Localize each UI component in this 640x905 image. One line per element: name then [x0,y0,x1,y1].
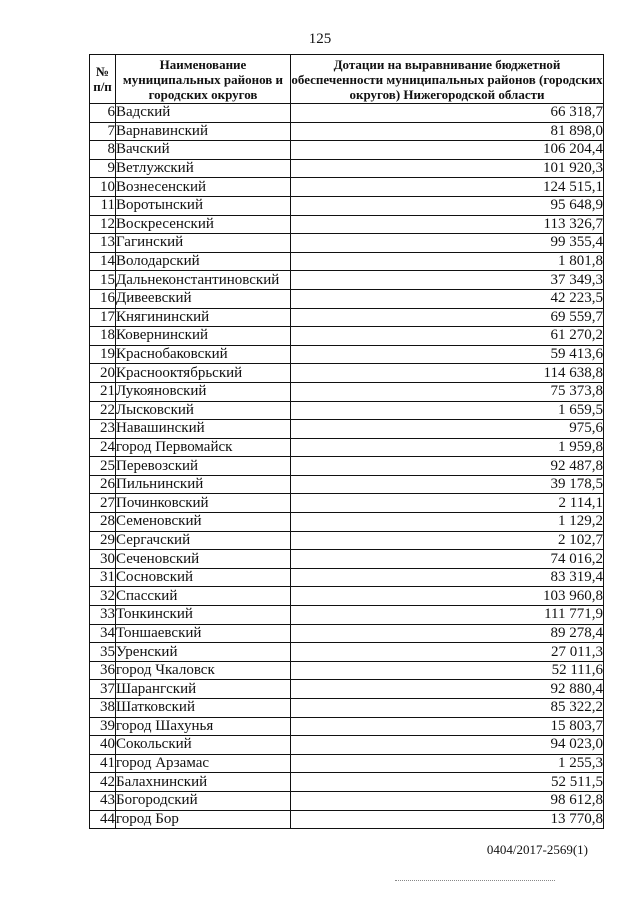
row-name: город Шахунья [116,717,291,736]
row-number: 23 [90,420,116,439]
row-name: Воскресенский [116,215,291,234]
row-number: 34 [90,624,116,643]
row-name: Тоншаевский [116,624,291,643]
row-value: 124 515,1 [291,178,604,197]
table-row [90,178,604,197]
table-row [90,699,604,718]
row-name: Починковский [116,494,291,513]
row-name: Балахнинский [116,773,291,792]
table-row [90,643,604,662]
row-number: 35 [90,643,116,662]
table-row [90,289,604,308]
header-name: Наименование муниципальных районов и городских округов [116,55,291,104]
row-name: Перевозский [116,457,291,476]
row-number: 6 [90,104,116,123]
row-value: 15 803,7 [291,717,604,736]
scan-mark [395,880,555,885]
row-value: 81 898,0 [291,122,604,141]
row-name: Варнавинский [116,122,291,141]
row-name: Краснобаковский [116,345,291,364]
table-row [90,308,604,327]
row-value: 2 102,7 [291,531,604,550]
row-value: 83 319,4 [291,568,604,587]
row-name: Сосновский [116,568,291,587]
table-row [90,754,604,773]
row-value: 37 349,3 [291,271,604,290]
row-value: 101 920,3 [291,159,604,178]
row-value: 1 129,2 [291,513,604,532]
row-number: 42 [90,773,116,792]
table-row [90,141,604,160]
row-number: 31 [90,568,116,587]
row-number: 21 [90,382,116,401]
row-name: Тонкинский [116,606,291,625]
table-row [90,661,604,680]
table-row [90,215,604,234]
row-number: 40 [90,736,116,755]
row-name: Воротынский [116,196,291,215]
row-name: город Первомайск [116,438,291,457]
header-number: № п/п [90,55,116,104]
table-row [90,104,604,123]
table-row [90,773,604,792]
row-value: 89 278,4 [291,624,604,643]
table-row [90,810,604,829]
row-name: Шатковский [116,699,291,718]
table-row [90,513,604,532]
row-number: 24 [90,438,116,457]
row-number: 37 [90,680,116,699]
row-value: 103 960,8 [291,587,604,606]
row-value: 1 801,8 [291,252,604,271]
row-value: 59 413,6 [291,345,604,364]
document-code: 0404/2017-2569(1) [486,842,588,857]
row-name: Вачский [116,141,291,160]
table-row [90,252,604,271]
row-name: Дальнеконстантиновский [116,271,291,290]
row-number: 25 [90,457,116,476]
row-number: 28 [90,513,116,532]
table-row [90,438,604,457]
row-name: Шарангский [116,680,291,699]
row-name: Лукояновский [116,382,291,401]
table-row [90,717,604,736]
row-name: Сеченовский [116,550,291,569]
table-row [90,122,604,141]
table-row [90,736,604,755]
row-number: 14 [90,252,116,271]
table-row [90,457,604,476]
table-row [90,568,604,587]
row-name: город Бор [116,810,291,829]
row-name: Богородский [116,791,291,810]
row-name: Сергачский [116,531,291,550]
row-name: Вадский [116,104,291,123]
subsidy-table [89,54,604,829]
row-name: Навашинский [116,420,291,439]
row-number: 9 [90,159,116,178]
table-row [90,624,604,643]
table-row [90,196,604,215]
row-number: 11 [90,196,116,215]
row-number: 18 [90,327,116,346]
row-name: город Чкаловск [116,661,291,680]
table-row [90,271,604,290]
row-name: Ковернинский [116,327,291,346]
row-number: 19 [90,345,116,364]
row-number: 13 [90,234,116,253]
row-value: 114 638,8 [291,364,604,383]
table-row [90,401,604,420]
table-header-row [90,55,604,104]
row-number: 20 [90,364,116,383]
row-value: 75 373,8 [291,382,604,401]
row-name: Краснооктябрьский [116,364,291,383]
row-number: 8 [90,141,116,160]
table-row [90,531,604,550]
row-number: 33 [90,606,116,625]
row-value: 1 255,3 [291,754,604,773]
row-value: 113 326,7 [291,215,604,234]
row-number: 41 [90,754,116,773]
row-name: Семеновский [116,513,291,532]
row-number: 38 [90,699,116,718]
table-row [90,550,604,569]
table-row [90,382,604,401]
row-value: 42 223,5 [291,289,604,308]
row-number: 7 [90,122,116,141]
row-number: 39 [90,717,116,736]
row-value: 52 511,5 [291,773,604,792]
table-row [90,159,604,178]
row-name: Уренский [116,643,291,662]
table-row [90,364,604,383]
row-number: 15 [90,271,116,290]
row-number: 27 [90,494,116,513]
header-value: Дотации на выравнивание бюджетной обеспеченности муниципальных районов (городских округов) Нижегородской области [291,56,603,102]
row-value: 98 612,8 [291,791,604,810]
row-value: 1 659,5 [291,401,604,420]
row-value: 52 111,6 [291,661,604,680]
row-number: 36 [90,661,116,680]
row-value: 85 322,2 [291,699,604,718]
table-row [90,345,604,364]
table-body [90,104,604,829]
row-number: 12 [90,215,116,234]
row-name: Гагинский [116,234,291,253]
row-name: Спасский [116,587,291,606]
row-number: 16 [90,289,116,308]
row-value: 92 487,8 [291,457,604,476]
table-row [90,606,604,625]
row-name: Дивеевский [116,289,291,308]
row-number: 43 [90,791,116,810]
row-value: 27 011,3 [291,643,604,662]
row-value: 66 318,7 [291,104,604,123]
row-number: 10 [90,178,116,197]
row-value: 94 023,0 [291,736,604,755]
row-value: 106 204,4 [291,141,604,160]
row-value: 975,6 [291,420,604,439]
row-number: 29 [90,531,116,550]
row-value: 13 770,8 [291,810,604,829]
row-value: 39 178,5 [291,475,604,494]
table-row [90,791,604,810]
table-row [90,420,604,439]
page-number: 125 [308,31,332,47]
table-row [90,327,604,346]
row-name: Лысковский [116,401,291,420]
row-name: Сокольский [116,736,291,755]
row-number: 22 [90,401,116,420]
row-value: 95 648,9 [291,196,604,215]
row-number: 30 [90,550,116,569]
row-number: 32 [90,587,116,606]
row-value: 111 771,9 [291,606,604,625]
row-value: 99 355,4 [291,234,604,253]
row-number: 17 [90,308,116,327]
table-row [90,680,604,699]
row-number: 44 [90,810,116,829]
row-name: Ветлужский [116,159,291,178]
row-value: 1 959,8 [291,438,604,457]
row-name: Пильнинский [116,475,291,494]
row-value: 2 114,1 [291,494,604,513]
table-row [90,475,604,494]
table-row [90,494,604,513]
row-name: Володарский [116,252,291,271]
row-name: Вознесенский [116,178,291,197]
row-name: Княгининский [116,308,291,327]
table-row [90,234,604,253]
row-value: 74 016,2 [291,550,604,569]
table-row [90,587,604,606]
row-value: 69 559,7 [291,308,604,327]
row-value: 61 270,2 [291,327,604,346]
row-name: город Арзамас [116,754,291,773]
row-number: 26 [90,475,116,494]
row-value: 92 880,4 [291,680,604,699]
